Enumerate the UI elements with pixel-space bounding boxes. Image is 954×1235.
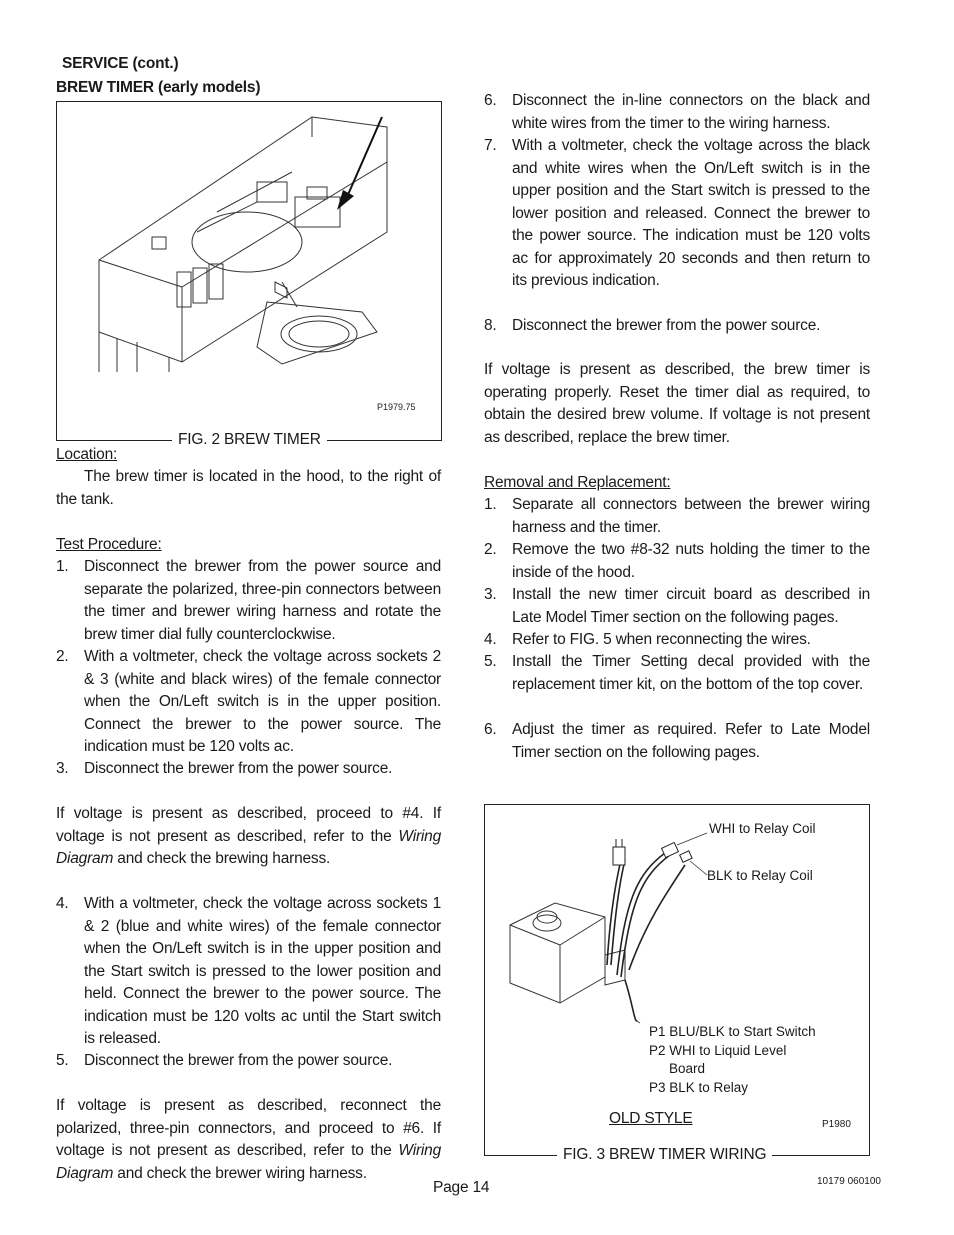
label-whi-relay: WHI to Relay Coil xyxy=(709,821,816,836)
step-text: With a voltmeter, check the voltage across sockets 2 & 3 (white and black wires) of the female connector when the On/Left switch is in the upper position. Connect the brewer to the power source. The indication must be 120 volts ac. xyxy=(84,648,441,755)
para-proceed-6 xyxy=(56,1095,441,1185)
step-number: 4. xyxy=(484,631,497,648)
step-number: 3. xyxy=(484,586,497,603)
step-number: 6. xyxy=(484,721,497,738)
step-text: Adjust the timer as required. Refer to Late Model Timer section on the following pages. xyxy=(512,721,870,761)
step-text: With a voltmeter, check the voltage across the black and white wires when the On/Left switch is in the upper position and the Start switch is pressed to the lower position and released. Connect the brewer to the power source. The indication must be 120 volts ac for approximately 20 seconds and then return to its previous indication. xyxy=(512,137,870,289)
fig3-box xyxy=(484,804,870,1156)
step-number: 3. xyxy=(56,760,69,777)
para-proceed-4 xyxy=(56,803,441,871)
step-text: Disconnect the brewer from the power source and separate the polarized, three-pin connectors between the timer and brewer wiring harness and rotate the brew timer dial fully counterclockwise. xyxy=(84,558,441,643)
fig3-caption: FIG. 3 BREW TIMER WIRING xyxy=(557,1144,772,1167)
fig2-caption: FIG. 2 BREW TIMER xyxy=(172,429,327,452)
section-heading: SERVICE (cont.) xyxy=(62,55,179,72)
old-style-label: OLD STYLE xyxy=(609,1110,693,1127)
para-text: and check the brewing harness. xyxy=(113,850,331,867)
step-number: 5. xyxy=(484,653,497,670)
subsection-heading: BREW TIMER (early models) xyxy=(56,79,261,96)
step-text: Refer to FIG. 5 when reconnecting the wires. xyxy=(512,631,811,648)
step-number: 2. xyxy=(56,648,69,665)
fig2-ref: P1979.75 xyxy=(377,402,416,412)
step-number: 8. xyxy=(484,317,497,334)
step-text: Disconnect the brewer from the power source. xyxy=(84,1052,393,1069)
step-text: Disconnect the brewer from the power source. xyxy=(84,760,393,777)
location-heading: Location: xyxy=(56,446,118,463)
para-text: and check the brewer wiring harness. xyxy=(113,1164,367,1182)
page-number: Page 14 xyxy=(433,1179,490,1196)
para-text: If voltage is present as described, proceed to #4. If voltage is not present as described, refer to the xyxy=(56,805,441,845)
para-timer-ok: If voltage is present as described, the brew timer is operating properly. Reset the timer dial as required, to obtain the desired brew volume. If voltage is not present as described, replace the brew timer. xyxy=(484,361,870,446)
step-number: 7. xyxy=(484,137,497,154)
step-text: Remove the two #8-32 nuts holding the timer to the inside of the hood. xyxy=(512,541,870,581)
step-text: Install the Timer Setting decal provided with the replacement timer kit, on the bottom of the top cover. xyxy=(512,653,870,693)
wiring-diagram-ref: Wiring Diagram xyxy=(56,827,441,867)
step-number: 4. xyxy=(56,895,69,912)
label-p2: P2 WHI to Liquid Level xyxy=(649,1043,787,1058)
step-text: Separate all connectors between the brewer wiring harness and the timer. xyxy=(512,496,870,536)
step-number: 2. xyxy=(484,541,497,558)
step-text: With a voltmeter, check the voltage across sockets 1 & 2 (blue and white wires) of the female connector when the On/Left switch is in the upper position and the Start switch is pressed to the lower position and held. Connect the brewer to the power source. The indication must be 120 volts ac until the Start switch is released. xyxy=(84,895,441,1047)
step-number: 5. xyxy=(56,1052,69,1069)
doc-code: 10179 060100 xyxy=(817,1176,881,1187)
timer-wiring-illustration xyxy=(485,805,869,1155)
step-text: Disconnect the brewer from the power source. xyxy=(512,317,821,334)
removal-heading: Removal and Replacement: xyxy=(484,474,671,491)
label-p3: P3 BLK to Relay xyxy=(649,1080,749,1095)
brew-timer-illustration xyxy=(57,102,441,440)
step-number: 1. xyxy=(56,558,69,575)
label-p1: P1 BLU/BLK to Start Switch xyxy=(649,1024,816,1039)
para-text: If voltage is present as described, reconnect the polarized, three-pin connectors, and proceed to #6. If voltage is not present as described, refer to the xyxy=(56,1097,441,1159)
fig2-box xyxy=(56,101,442,441)
step-number: 6. xyxy=(484,92,497,109)
label-p2-board: Board xyxy=(669,1061,706,1076)
step-text: Disconnect the in-line connectors on the black and white wires from the timer to the wiring harness. xyxy=(512,92,870,132)
label-blk-relay: BLK to Relay Coil xyxy=(707,868,813,883)
step-text: Install the new timer circuit board as described in Late Model Timer section on the following pages. xyxy=(512,586,870,626)
fig3-ref: P1980 xyxy=(822,1119,851,1130)
location-text: The brew timer is located in the hood, to the right of the tank. xyxy=(56,468,441,508)
wiring-diagram-ref: Wiring Diagram xyxy=(56,1142,441,1182)
test-procedure-heading: Test Procedure: xyxy=(56,536,162,553)
step-number: 1. xyxy=(484,496,497,513)
